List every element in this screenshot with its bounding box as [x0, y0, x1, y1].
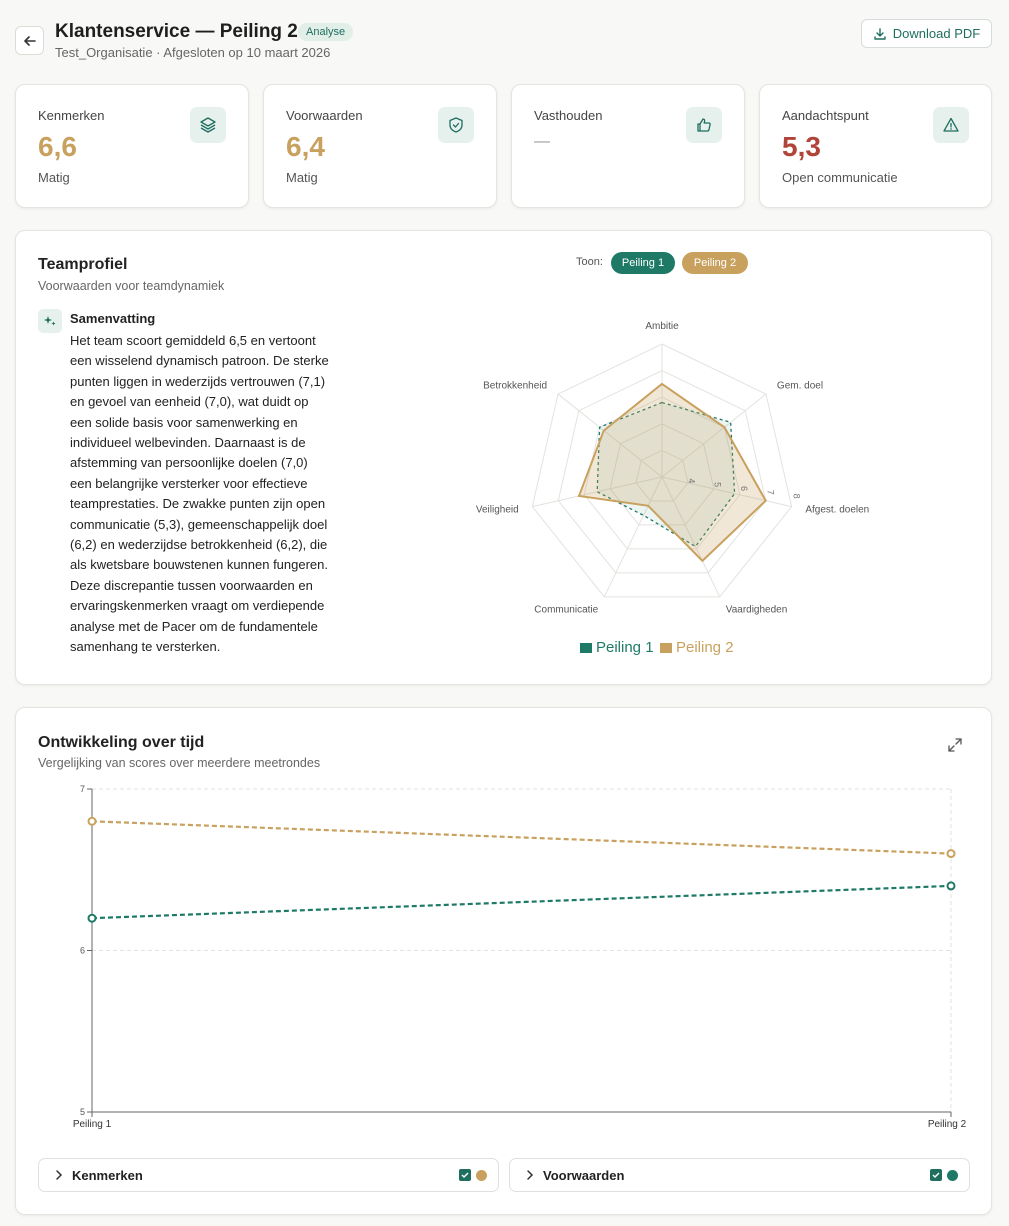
- summary-line: ervaringskenmerken vraagt om verdiepende: [70, 598, 325, 614]
- y-tick-label: 6: [79, 945, 85, 956]
- summary-line: een wisselend dynamisch patroon. De sterke: [70, 353, 329, 369]
- toggle-peiling-2[interactable]: Peiling 2: [682, 252, 748, 274]
- toggle-peiling-1[interactable]: Peiling 1: [611, 252, 675, 274]
- expand-icon[interactable]: [946, 736, 964, 754]
- summary-line: teamprestaties. De zwakke punten zijn open: [70, 496, 326, 512]
- page-subtitle: Test_Organisatie · Afgesloten op 10 maart 2026: [55, 45, 331, 60]
- legend-peiling-1[interactable]: [580, 639, 654, 656]
- radar-ring-label: 4: [686, 478, 697, 484]
- shield-check-icon: [438, 107, 474, 143]
- accordion-label: Voorwaarden: [543, 1167, 625, 1183]
- summary-line: punten liggen in wederzijds vertrouwen (7,1): [70, 373, 326, 389]
- summary-line: samenhang te versterken.: [70, 639, 221, 655]
- series-color-dot: [476, 1170, 487, 1181]
- legend-label: Peiling 2: [676, 639, 734, 656]
- line-chart: [60, 778, 980, 1138]
- stat-sub: Matig: [38, 170, 70, 185]
- toon-label: Toon:: [576, 256, 603, 268]
- legend-label: Peiling 1: [596, 639, 654, 656]
- download-pdf-label: Download PDF: [892, 26, 981, 41]
- legend-swatch: [660, 643, 672, 653]
- legend-peiling-2[interactable]: [660, 639, 734, 656]
- radar-ring-label: 7: [765, 489, 776, 495]
- series-point[interactable]: [89, 915, 96, 922]
- series-line-kenmerken: [92, 821, 951, 853]
- stat-label: Aandachtspunt: [782, 108, 869, 123]
- summary-line: als kwetsbare bouwstenen kunnen fungeren.: [70, 557, 329, 573]
- check-icon: [931, 1170, 941, 1180]
- summary-line: communicatie (5,3), gemeenschappelijk doel: [70, 516, 328, 532]
- x-tick-label: Peiling 2: [927, 1119, 967, 1130]
- layers-icon: [190, 107, 226, 143]
- stat-sub: Matig: [286, 170, 318, 185]
- series-point[interactable]: [948, 882, 955, 889]
- warning-icon: [933, 107, 969, 143]
- teamprofiel-subtitle: Voorwaarden voor teamdynamiek: [38, 279, 225, 293]
- summary-line: (6,2) en wederzijdse betrokkenheid (6,2), die: [70, 537, 328, 553]
- stat-card-aandachtspunt: [759, 84, 992, 208]
- summary-line: een solide basis voor samenwerking en: [70, 414, 298, 430]
- radar-axis-label: Communicatie: [534, 604, 599, 616]
- check-icon: [460, 1170, 470, 1180]
- summary-line: en gevoel van eenheid (7,0), wat duidt op: [70, 394, 309, 410]
- teamprofiel-title: Teamprofiel: [38, 256, 128, 273]
- ontwikkeling-subtitle: Vergelijking van scores over meerdere meetrondes: [38, 756, 321, 770]
- radar-axis-label: Vaardigheden: [725, 604, 788, 616]
- series-color-dot: [947, 1170, 958, 1181]
- radar-ring-label: 5: [712, 482, 723, 488]
- stat-label: Kenmerken: [38, 108, 105, 123]
- radar-axis-label: Gem. doel: [776, 380, 824, 392]
- accordion-label: Kenmerken: [72, 1167, 143, 1183]
- summary-line: individueel welbevinden. Daarnaast is de: [70, 435, 306, 451]
- back-button[interactable]: [15, 26, 44, 55]
- stat-value: 5,3: [782, 131, 821, 162]
- stat-card-voorwaarden: [263, 84, 497, 208]
- legend-swatch: [580, 643, 592, 653]
- chevron-right-icon: [53, 1169, 65, 1181]
- stat-sub: Open communicatie: [782, 170, 898, 185]
- summary-line: een belangrijke versterker voor effectieve: [70, 475, 308, 491]
- stat-card-kenmerken: [15, 84, 249, 208]
- summary-title: Samenvatting: [70, 311, 156, 326]
- thumbs-up-icon: [686, 107, 722, 143]
- arrow-left-icon: [23, 34, 37, 48]
- ontwikkeling-title: Ontwikkeling over tijd: [38, 734, 205, 751]
- stat-card-vasthouden: [511, 84, 745, 208]
- y-tick-label: 5: [79, 1107, 85, 1117]
- radar-series-2: [579, 384, 766, 561]
- stat-value: 6,6: [38, 131, 77, 162]
- download-icon: [873, 27, 887, 41]
- summary-text: [70, 331, 345, 658]
- radar-ring-label: 8: [791, 493, 802, 499]
- series-line-voorwaarden: [92, 886, 951, 918]
- radar-chart: [470, 318, 870, 618]
- accordion-kenmerken[interactable]: [38, 1158, 499, 1192]
- stat-label: Voorwaarden: [286, 108, 363, 123]
- accordion-voorwaarden[interactable]: [509, 1158, 970, 1192]
- summary-line: Deze discrepantie tussen voorwaarden en: [70, 577, 313, 593]
- radar-axis-label: Afgest. doelen: [805, 504, 870, 516]
- x-tick-label: Peiling 1: [72, 1119, 112, 1130]
- summary-line: afstemming van persoonlijke doelen (7,0): [70, 455, 308, 471]
- radar-ring-label: 6: [738, 485, 749, 491]
- radar-axis-label: Ambitie: [645, 321, 679, 332]
- stat-value: 6,4: [286, 131, 325, 162]
- page-title: Klantenservice — Peiling 2: [55, 21, 298, 42]
- stat-label: Vasthouden: [534, 108, 603, 123]
- summary-line: analyse met de Pacer om de fundamentele: [70, 618, 318, 634]
- series-checkbox[interactable]: [459, 1169, 471, 1181]
- download-pdf-button[interactable]: [861, 19, 992, 48]
- summary-line: Het team scoort gemiddeld 6,5 en vertoont: [70, 333, 316, 348]
- series-checkbox[interactable]: [930, 1169, 942, 1181]
- radar-axis-label: Betrokkenheid: [483, 380, 548, 392]
- radar-axis-label: Veiligheid: [475, 504, 519, 516]
- y-tick-label: 7: [79, 784, 85, 794]
- sparkle-icon: [38, 309, 62, 333]
- series-point[interactable]: [948, 850, 955, 857]
- stat-value: —: [534, 133, 550, 150]
- chevron-right-icon: [524, 1169, 536, 1181]
- series-point[interactable]: [89, 818, 96, 825]
- status-badge: Analyse: [298, 23, 353, 41]
